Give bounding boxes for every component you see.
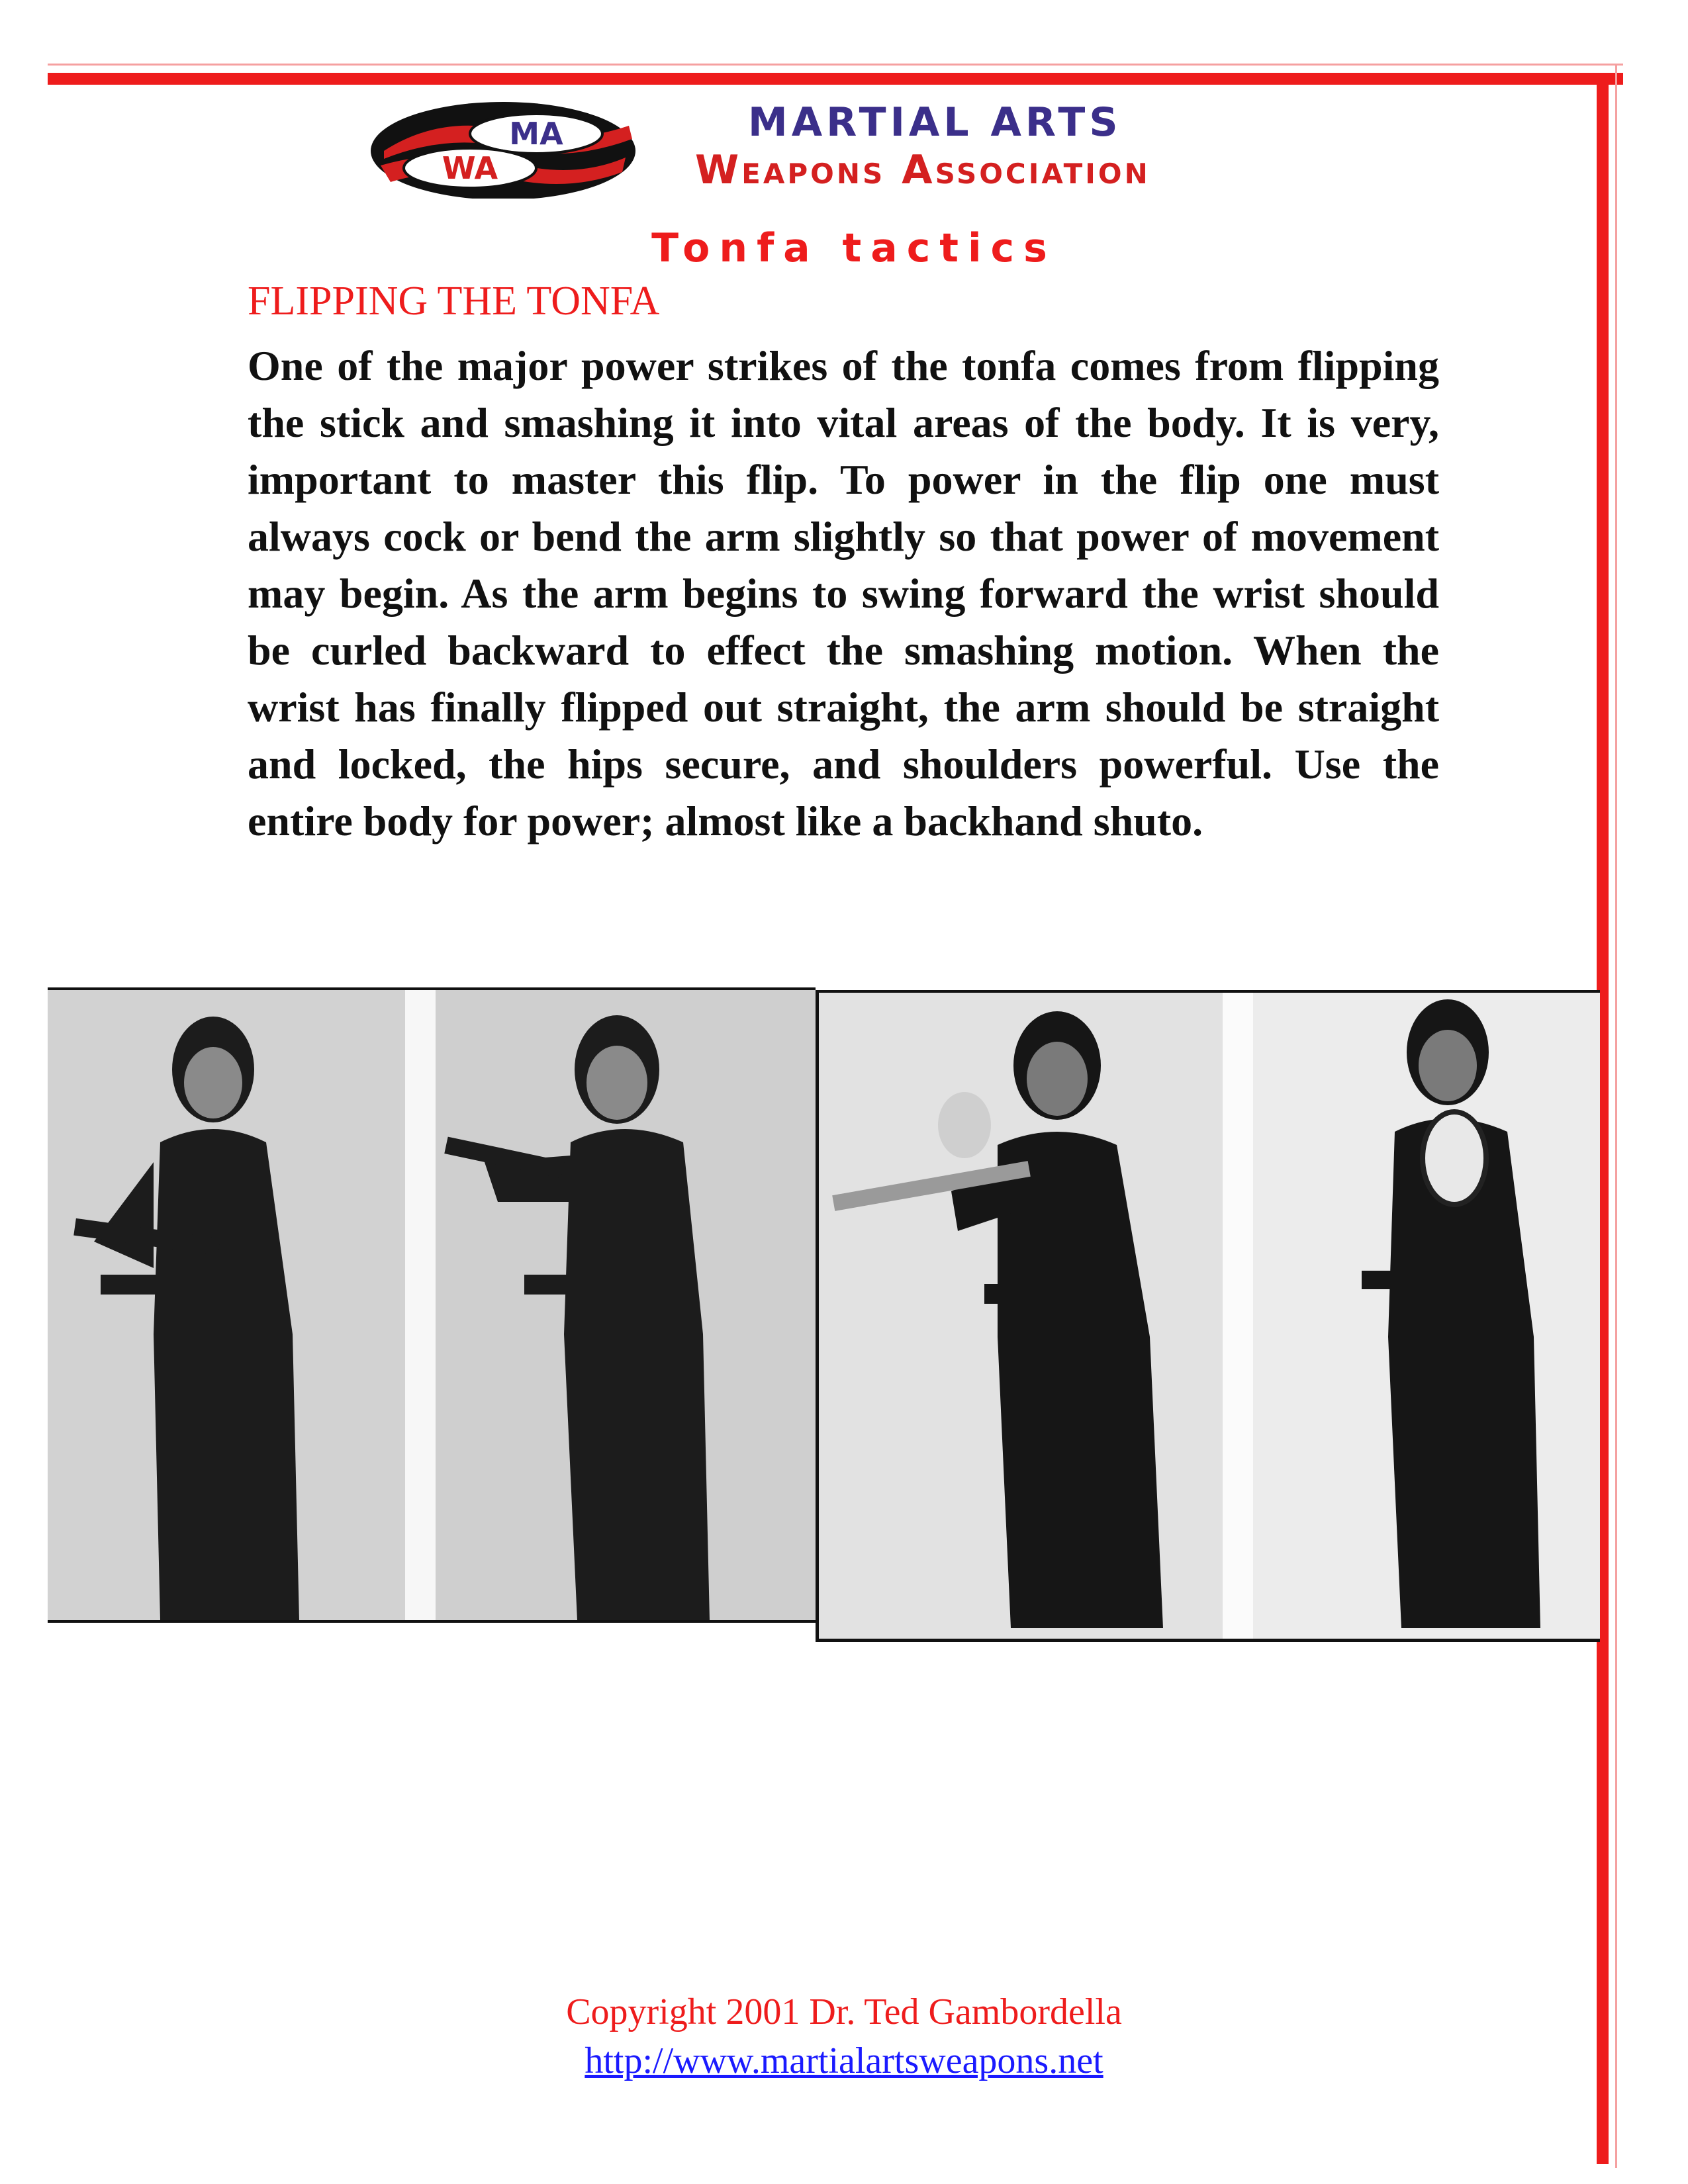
org-name-line1: MARTIAL ARTS	[748, 99, 1122, 146]
photo-panel-left	[48, 987, 816, 1623]
logo-bottom-text: WA	[442, 150, 498, 186]
right-border-thin	[1615, 64, 1617, 2168]
copyright-notice: Copyright 2001 Dr. Ted Gambordella	[566, 1991, 1122, 2032]
org-name-line2: Weapons Association	[695, 147, 1150, 193]
page-subtitle: Tonfa tactics	[651, 225, 1056, 271]
tonfa-flip-photos-icon	[819, 993, 1600, 1639]
top-border-thin	[48, 64, 1623, 66]
article-body: One of the major power strikes of the tonfa comes from flipping the stick and smashing it into vital areas of the body. It is very, important to master this flip. To power in the flip one must always cock or bend the arm slightly so that power of movement may begin. As the arm begins to swing forward the wrist should be curled backward to effect the smashing motion. When the wrist has finally flipped out straight, the arm should be straight and locked, the hips secure, and shoulders powerful. Use the entire body for power; almost like a backhand shuto.	[248, 342, 1439, 844]
section-heading: FLIPPING THE TONFA	[248, 279, 660, 324]
photo-panel-right	[816, 990, 1600, 1642]
logo-emblem-icon	[371, 102, 635, 199]
tonfa-stance-photos-icon	[48, 990, 816, 1620]
logo-top-text: MA	[509, 116, 563, 152]
top-border-rule	[48, 73, 1623, 85]
website-link[interactable]: http://www.martialartsweapons.net	[585, 2040, 1103, 2081]
